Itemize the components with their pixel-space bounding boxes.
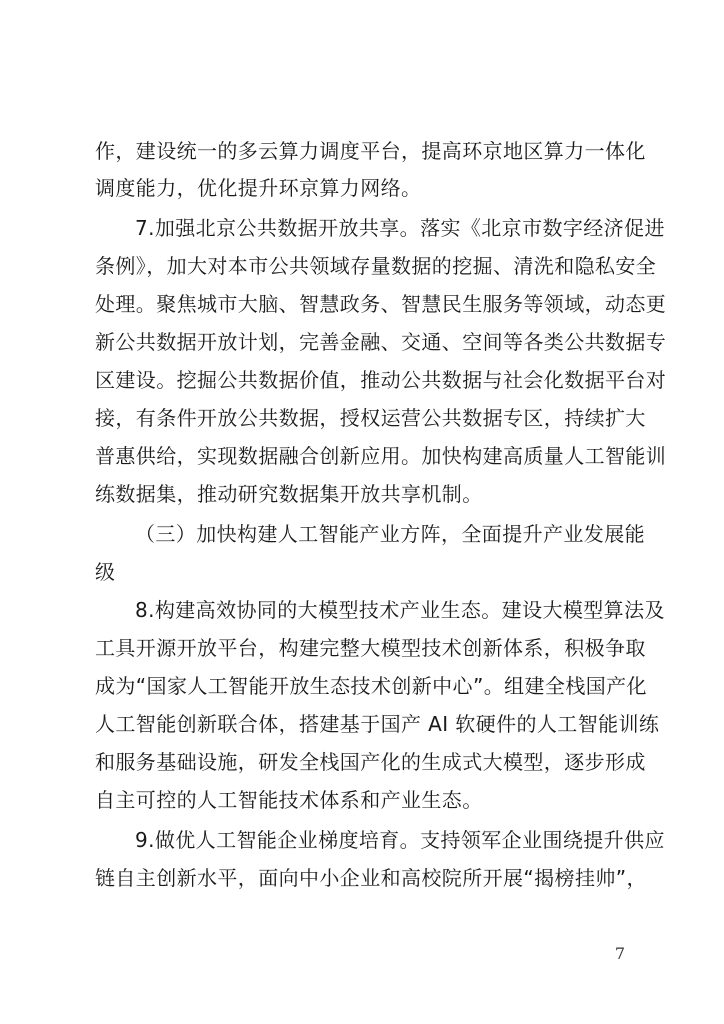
text-line: 9.做优人工智能企业梯度培育。支持领军企业围绕提升供应 (135, 828, 665, 852)
text-line: 自主可控的人工智能技术体系和产业生态。 (95, 788, 483, 812)
text-line: 练数据集，推动研究数据集开放共享机制。 (95, 482, 483, 506)
text-line: 和服务基础设施，研发全栈国产化的生成式大模型，逐步形成 (95, 750, 646, 774)
text-line: 接，有条件开放公共数据，授权运营公共数据专区，持续扩大 (95, 406, 646, 430)
section-heading-line: 级 (95, 560, 116, 584)
text-line: 条例》，加大对本市公共领域存量数据的挖掘、清洗和隐私安全 (95, 254, 657, 278)
page-number: 7 (614, 944, 626, 963)
text-line: 成为“国家人工智能开放生态技术创新中心”。组建全栈国产化 (95, 674, 647, 698)
text-line: 8.构建高效协同的大模型技术产业生态。建设大模型算法及 (135, 598, 665, 622)
section-heading-line: （三）加快构建人工智能产业方阵，全面提升产业发展能 (135, 522, 645, 546)
text-line: 处理。聚焦城市大脑、智慧政务、智慧民生服务等领域，动态更 (95, 292, 667, 316)
text-line: 调度能力，优化提升环京算力网络。 (95, 176, 422, 200)
text-line: 作，建设统一的多云算力调度平台，提高环京地区算力一体化 (95, 139, 646, 163)
text-line: 7.加强北京公共数据开放共享。落实《北京市数字经济促进 (135, 216, 665, 240)
text-line: 链自主创新水平，面向中小企业和高校院所开展“揭榜挂帅”， (95, 866, 647, 890)
text-line: 工具开源开放平台，构建完整大模型技术创新体系，积极争取 (95, 636, 646, 660)
text-line: 人工智能创新联合体，搭建基于国产 AI 软硬件的人工智能训练 (95, 712, 660, 736)
text-line: 普惠供给，实现数据融合创新应用。加快构建高质量人工智能训 (95, 444, 667, 468)
text-line: 区建设。挖掘公共数据价值，推动公共数据与社会化数据平台对 (95, 368, 667, 392)
text-line: 新公共数据开放计划，完善金融、交通、空间等各类公共数据专 (95, 330, 667, 354)
